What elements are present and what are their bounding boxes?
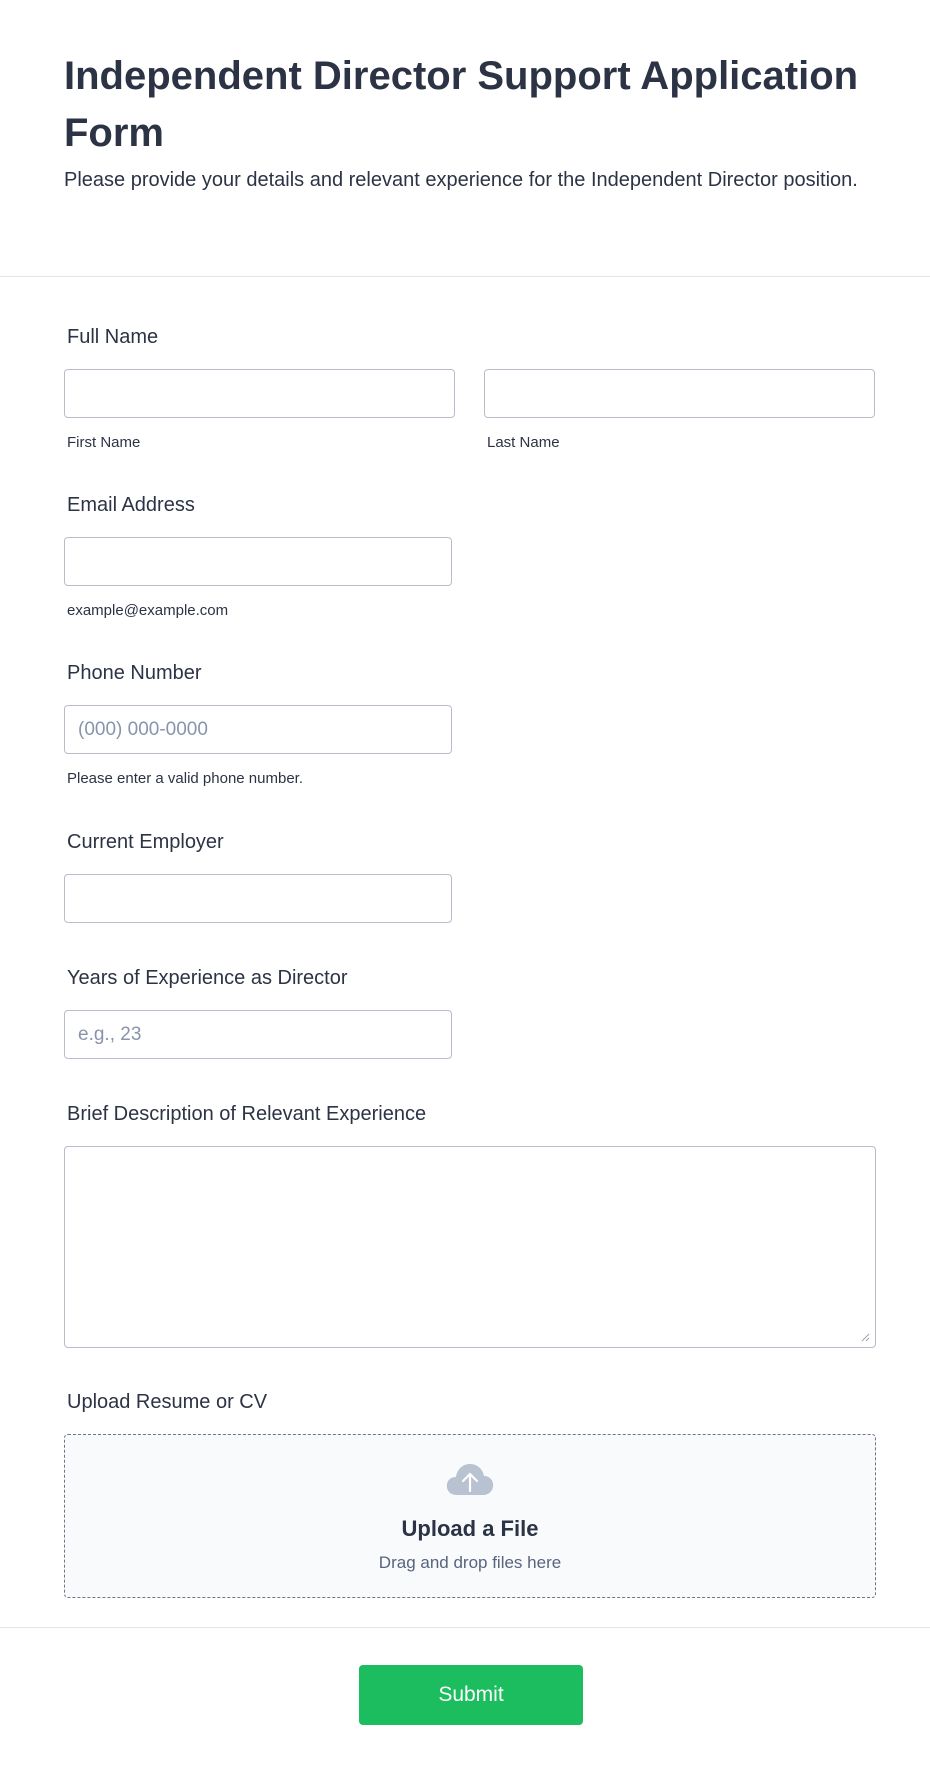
last-name-sublabel: Last Name <box>487 434 560 451</box>
first-name-input[interactable] <box>64 369 455 418</box>
cloud-upload-icon <box>445 1461 495 1497</box>
first-name-sublabel: First Name <box>67 434 141 451</box>
phone-input[interactable] <box>64 705 452 754</box>
phone-label: Phone Number <box>67 662 202 684</box>
page-title: Independent Director Support Application Form <box>64 54 859 155</box>
resize-grip-icon[interactable] <box>860 1332 870 1342</box>
employer-label: Current Employer <box>67 831 224 853</box>
description-label: Brief Description of Relevant Experience <box>67 1103 427 1125</box>
email-field[interactable] <box>64 537 452 586</box>
upload-title: Upload a File <box>401 1516 539 1541</box>
phone-sublabel: Please enter a valid phone number. <box>67 770 303 787</box>
file-upload-dropzone[interactable] <box>64 1434 876 1598</box>
upload-label: Upload Resume or CV <box>67 1391 268 1413</box>
email-sublabel: example@example.com <box>67 602 229 619</box>
employer-input[interactable] <box>64 874 452 923</box>
upload-hint: Drag and drop files here <box>378 1553 562 1572</box>
years-input[interactable] <box>64 1010 452 1059</box>
years-label: Years of Experience as Director <box>67 967 348 989</box>
page-subtitle: Please provide your details and relevant experience for the Independent Director position. <box>64 169 858 191</box>
footer-divider <box>0 1627 930 1628</box>
submit-button[interactable]: Submit <box>359 1665 583 1725</box>
full-name-label: Full Name <box>67 326 159 348</box>
last-name-input[interactable] <box>484 369 875 418</box>
form-header <box>0 0 930 277</box>
description-textarea[interactable] <box>64 1146 876 1348</box>
email-label: Email Address <box>67 494 195 516</box>
